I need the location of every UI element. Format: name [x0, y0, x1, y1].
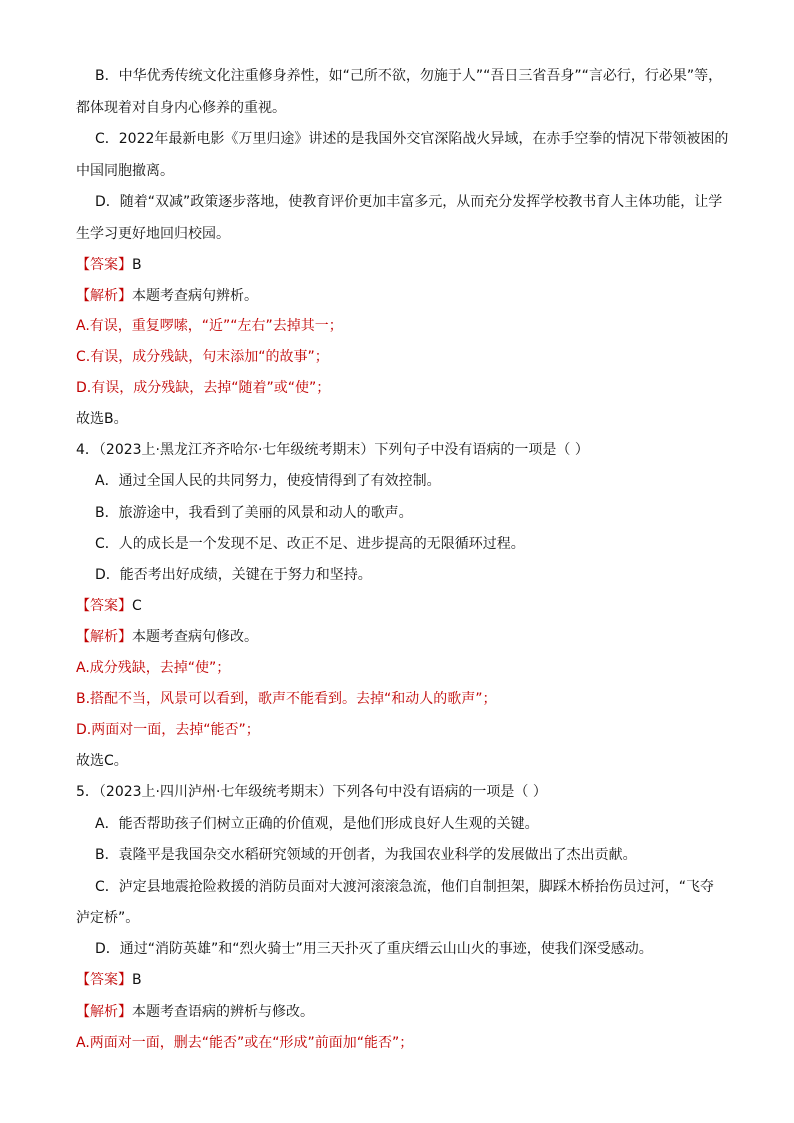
q5-option-c-line1: C．泸定县地震抢险救援的消防员面对大渡河滚滚急流，他们自制担架，脚踩木桥抬伤员过河，“飞夺	[95, 879, 715, 895]
q5-option-c-line2: 泸定桥”。	[76, 910, 140, 926]
q3-option-b-line1: B．中华优秀传统文化注重修身养性，如“己所不欲，勿施于人”“吾日三省吾身”“言必行，行必果”等，	[95, 68, 723, 84]
answer-label: 【答案】	[76, 598, 132, 614]
q5-stem: 5．（2023上·四川泸州·七年级统考期末）下列各句中没有语病的一项是（ ）	[76, 784, 547, 800]
q4-answer	[76, 596, 142, 616]
q3-option-b-line2: 都体现着对自身内心修养的重视。	[76, 100, 286, 116]
q4-option-a: A．通过全国人民的共同努力，使疫情得到了有效控制。	[95, 473, 441, 489]
answer-value: B	[132, 972, 142, 988]
q3-note-d: D.有误，成分残缺，去掉“随着”或“使”；	[76, 380, 331, 396]
q4-option-b: B．旅游途中，我看到了美丽的风景和动人的歌声。	[95, 505, 413, 521]
q4-note-a: A.成分残缺，去掉“使”；	[76, 660, 231, 676]
q5-option-d: D．通过“消防英雄”和“烈火骑士”用三天扑灭了重庆缙云山山火的事迹，使我们深受感动。	[95, 941, 653, 957]
answer-value: C	[132, 598, 142, 614]
analysis-label: 【解析】	[76, 629, 132, 645]
q5-option-a: A．能否帮助孩子们树立正确的价值观，是他们形成良好人生观的关键。	[95, 816, 539, 832]
answer-label: 【答案】	[76, 257, 132, 273]
analysis-text: 本题考查语病的辨析与修改。	[132, 1004, 314, 1020]
q4-conclusion: 故选C。	[76, 753, 128, 769]
q5-option-b: B．袁隆平是我国杂交水稻研究领域的开创者，为我国农业科学的发展做出了杰出贡献。	[95, 847, 637, 863]
q3-note-a: A.有误，重复啰嗦，“近”“左右”去掉其一；	[76, 318, 343, 334]
q4-option-c: C．人的成长是一个发现不足、改正不足、进步提高的无限循环过程。	[95, 536, 525, 552]
answer-value: B	[132, 257, 142, 273]
q3-answer	[76, 255, 142, 275]
q4-option-d: D．能否考出好成绩，关键在于努力和坚持。	[95, 567, 372, 583]
q3-option-d-line1: D．随着“双减”政策逐步落地，使教育评价更加丰富多元，从而充分发挥学校教书育人主体功能，让学	[95, 194, 723, 210]
analysis-text: 本题考查病句修改。	[132, 629, 258, 645]
analysis-label: 【解析】	[76, 288, 132, 304]
analysis-text: 本题考查病句辨析。	[132, 288, 258, 304]
q5-answer	[76, 970, 142, 990]
analysis-label: 【解析】	[76, 1004, 132, 1020]
q3-analysis	[76, 286, 258, 306]
q4-note-b: B.搭配不当，风景可以看到，歌声不能看到。去掉“和动人的歌声”；	[76, 691, 497, 707]
q5-note-a: A.两面对一面，删去“能否”或在“形成”前面加“能否”；	[76, 1035, 414, 1051]
q5-analysis	[76, 1002, 314, 1022]
q3-option-d-line2: 生学习更好地回归校园。	[76, 226, 230, 242]
q3-option-c-line2: 中国同胞撤离。	[76, 163, 174, 179]
q4-note-d: D.两面对一面，去掉“能否”；	[76, 722, 260, 738]
answer-label: 【答案】	[76, 972, 132, 988]
q3-option-c-line1: C．2022年最新电影《万里归途》讲述的是我国外交官深陷战火异域，在赤手空拳的情况下带领被困的	[95, 131, 729, 147]
q4-stem: 4．（2023上·黑龙江齐齐哈尔·七年级统考期末）下列句子中没有语病的一项是（ ）	[76, 442, 589, 458]
q4-analysis	[76, 627, 258, 647]
q3-conclusion: 故选B。	[76, 411, 128, 427]
q3-note-c: C.有误，成分残缺，句末添加“的故事”；	[76, 349, 329, 365]
